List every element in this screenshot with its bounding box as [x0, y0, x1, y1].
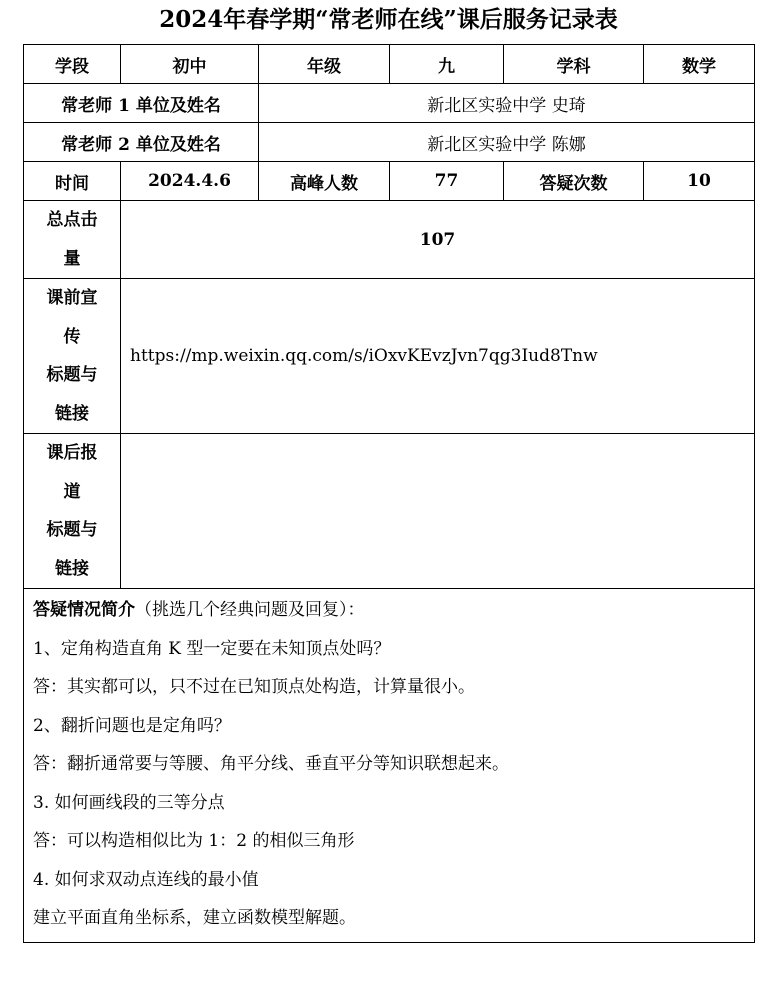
teacher2-value: 新北区实验中学 陈娜 — [259, 123, 755, 162]
grade-label: 年级 — [259, 45, 390, 84]
service-record-table — [23, 44, 755, 943]
qa-summary-heading-note: （挑选几个经典问题及回复）： — [135, 600, 365, 620]
teacher2-label: 常老师 2 单位及姓名 — [24, 123, 259, 162]
qa-count-label: 答疑次数 — [504, 162, 644, 201]
pre-class-label: 课前宣 传 标题与 链接 — [24, 279, 121, 434]
qa-summary-heading: 答疑情况简介 — [33, 600, 135, 620]
qa-line: 1、定角构造直角 K 型一定要在未知顶点处吗？ — [33, 638, 391, 659]
time-value: 2024.4.6 — [121, 162, 259, 201]
stage-label: 学段 — [24, 45, 121, 84]
row-teacher2 — [24, 123, 755, 162]
grade-value: 九 — [390, 45, 504, 84]
stage-value: 初中 — [121, 45, 259, 84]
total-clicks-value: 107 — [121, 201, 755, 279]
row-qa-summary — [24, 589, 755, 943]
time-label: 时间 — [24, 162, 121, 201]
row-time-peak-count — [24, 162, 755, 201]
peak-value: 77 — [390, 162, 504, 201]
row-teacher1 — [24, 84, 755, 123]
post-class-value — [121, 434, 755, 589]
post-class-label: 课后报 道 标题与 链接 — [24, 434, 121, 589]
document-title: 2024年春学期“常老师在线”课后服务记录表 — [159, 6, 618, 33]
qa-count-value: 10 — [644, 162, 755, 201]
peak-label: 高峰人数 — [259, 162, 390, 201]
qa-line: 建立平面直角坐标系，建立函数模型解题。 — [33, 908, 356, 928]
subject-value: 数学 — [644, 45, 755, 84]
qa-line: 3. 如何画线段的三等分点 — [33, 792, 225, 813]
qa-line: 4. 如何求双动点连线的最小值 — [33, 869, 259, 890]
total-clicks-label: 总点击 量 — [24, 201, 121, 279]
qa-summary-heading-line — [33, 595, 754, 634]
qa-line: 答：可以构造相似比为 1：2 的相似三角形 — [33, 831, 355, 851]
row-total-clicks — [24, 201, 755, 279]
teacher1-value: 新北区实验中学 史琦 — [259, 84, 755, 123]
qa-line: 答：翻折通常要与等腰、角平分线、垂直平分等知识联想起来。 — [33, 754, 509, 774]
row-stage-grade-subject — [24, 45, 755, 84]
qa-summary-cell — [24, 589, 755, 943]
qa-line: 2、翻折问题也是定角吗？ — [33, 715, 231, 736]
pre-class-link[interactable]: https://mp.weixin.qq.com/s/iOxvKEvzJvn7qg3Iud8Tnw — [121, 279, 755, 434]
row-pre-class-promo — [24, 279, 755, 434]
row-post-class-report — [24, 434, 755, 589]
teacher1-label: 常老师 1 单位及姓名 — [24, 84, 259, 123]
subject-label: 学科 — [504, 45, 644, 84]
qa-line: 答：其实都可以，只不过在已知顶点处构造，计算量很小。 — [33, 677, 475, 697]
